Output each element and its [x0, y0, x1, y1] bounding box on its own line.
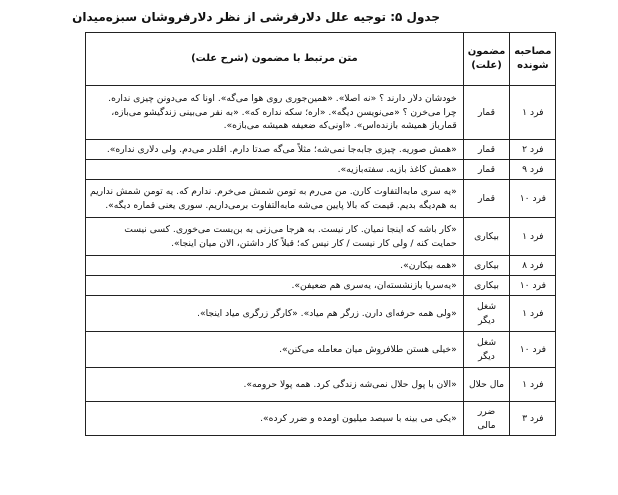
theme-cell: بیکاری	[463, 256, 510, 276]
participant-cell: فرد ۱۰	[510, 276, 556, 296]
theme-cell: ضرر مالی	[463, 402, 510, 436]
table-row	[86, 332, 556, 368]
theme-cell: بیکاری	[463, 276, 510, 296]
table-caption: جدول ۵: توجیه علل دلارفرشی از نظر دلارفروشان سبزه‌میدان	[72, 10, 440, 24]
participant-cell: فرد ۲	[510, 140, 556, 160]
table-body	[86, 86, 556, 436]
explanation-line: به هم‌دیگه بدیم. قیمت که بالا پایین می‌شه مابه‌التفاوت برمی‌داریم. سوری یعنی قماره دیگه».	[105, 199, 457, 211]
theme-cell: بیکاری	[463, 218, 510, 256]
theme-cell: قمار	[463, 86, 510, 140]
table-row	[86, 256, 556, 276]
causes-table	[85, 32, 556, 436]
explanation-line: «ولی همه حرفه‌ای دارن. زرگر هم میاد». «کارگر زرگری میاد اینجا».	[197, 307, 457, 319]
explanation-line: «همش صوریه. چیزی جابه‌جا نمی‌شه؛ مثلاً می‌گه صدتا دارم. اقلدر می‌دم. ولی دلاری نداره».	[106, 143, 457, 155]
participant-cell: فرد ۱۰	[510, 180, 556, 218]
header-text: متن مرتبط با مضمون (شرح علت)	[86, 33, 464, 86]
explanation-cell	[86, 218, 464, 256]
theme-cell: شغل دیگر	[463, 296, 510, 332]
table-row	[86, 140, 556, 160]
participant-cell: فرد ۳	[510, 402, 556, 436]
explanation-line: «کار باشه که اینجا نمیان. کار نیست. به هرجا می‌زنی به بن‌بست می‌خوری. کسی نیست	[124, 224, 457, 236]
explanation-cell	[86, 160, 464, 180]
table-row	[86, 180, 556, 218]
table-row	[86, 218, 556, 256]
header-theme: مضمون (علت)	[463, 33, 510, 86]
participant-cell: فرد ۱	[510, 218, 556, 256]
participant-cell: فرد ۱	[510, 86, 556, 140]
explanation-cell	[86, 180, 464, 218]
explanation-line: «همش کاغذ بازیه. سفته‌بازیه».	[337, 163, 457, 175]
explanation-line: چرا می‌خرن ؟ «می‌نویسن دیگه». «اره؛ سکه نداره که». «به نفر می‌بینی زندگیشو می‌بازه،	[111, 106, 457, 118]
participant-cell: فرد ۱۰	[510, 332, 556, 368]
table-header-row	[86, 33, 556, 86]
explanation-line: «یکی می بینه با سیصد میلیون اومده و ضرر کرده».	[260, 412, 457, 424]
theme-cell: مال حلال	[463, 368, 510, 402]
explanation-line: «خیلی هستن طلافروش میان معامله می‌کنن».	[279, 343, 457, 355]
table-row	[86, 276, 556, 296]
explanation-line: «یه‌سریا بازنشسته‌ان، یه‌سری هم ضعیفن».	[291, 279, 457, 291]
explanation-cell	[86, 256, 464, 276]
explanation-line: «الان با پول حلال نمی‌شه زندگی کرد. همه پولا حرومه».	[243, 378, 457, 390]
theme-cell: قمار	[463, 180, 510, 218]
explanation-cell	[86, 140, 464, 160]
explanation-line: خودشان دلار دارند ؟ «نه اصلا». «همین‌جوری روی هوا می‌گه». اونا که می‌دونن چیزی نداره.	[108, 93, 457, 105]
explanation-cell	[86, 402, 464, 436]
header-participant: مصاحبه شونده	[510, 33, 556, 86]
theme-cell: شغل دیگر	[463, 332, 510, 368]
theme-cell: قمار	[463, 160, 510, 180]
participant-cell: فرد ۹	[510, 160, 556, 180]
table-row	[86, 368, 556, 402]
explanation-cell	[86, 332, 464, 368]
explanation-line: «همه بیکارن».	[400, 259, 457, 271]
explanation-line: قمارباز همیشه بازنده‌اس». «اونی‌که ضعیفه همیشه می‌بازه».	[223, 120, 457, 132]
explanation-line: حمایت کنه / ولی کار نیست / کار نیس که؛ قبلاً کار داشتن، الان میان اینجا».	[171, 237, 457, 249]
participant-cell: فرد ۱	[510, 368, 556, 402]
explanation-cell	[86, 368, 464, 402]
table-row	[86, 402, 556, 436]
table-row	[86, 296, 556, 332]
table-row	[86, 86, 556, 140]
explanation-cell	[86, 276, 464, 296]
participant-cell: فرد ۸	[510, 256, 556, 276]
participant-cell: فرد ۱	[510, 296, 556, 332]
table-row	[86, 160, 556, 180]
explanation-line: «یه سری مابه‌التفاوت کارن. من می‌رم به تومن شمش می‌خرم. ندارم که. یه تومن شمش نداریم	[90, 186, 457, 198]
explanation-cell	[86, 86, 464, 140]
explanation-cell	[86, 296, 464, 332]
theme-cell: قمار	[463, 140, 510, 160]
